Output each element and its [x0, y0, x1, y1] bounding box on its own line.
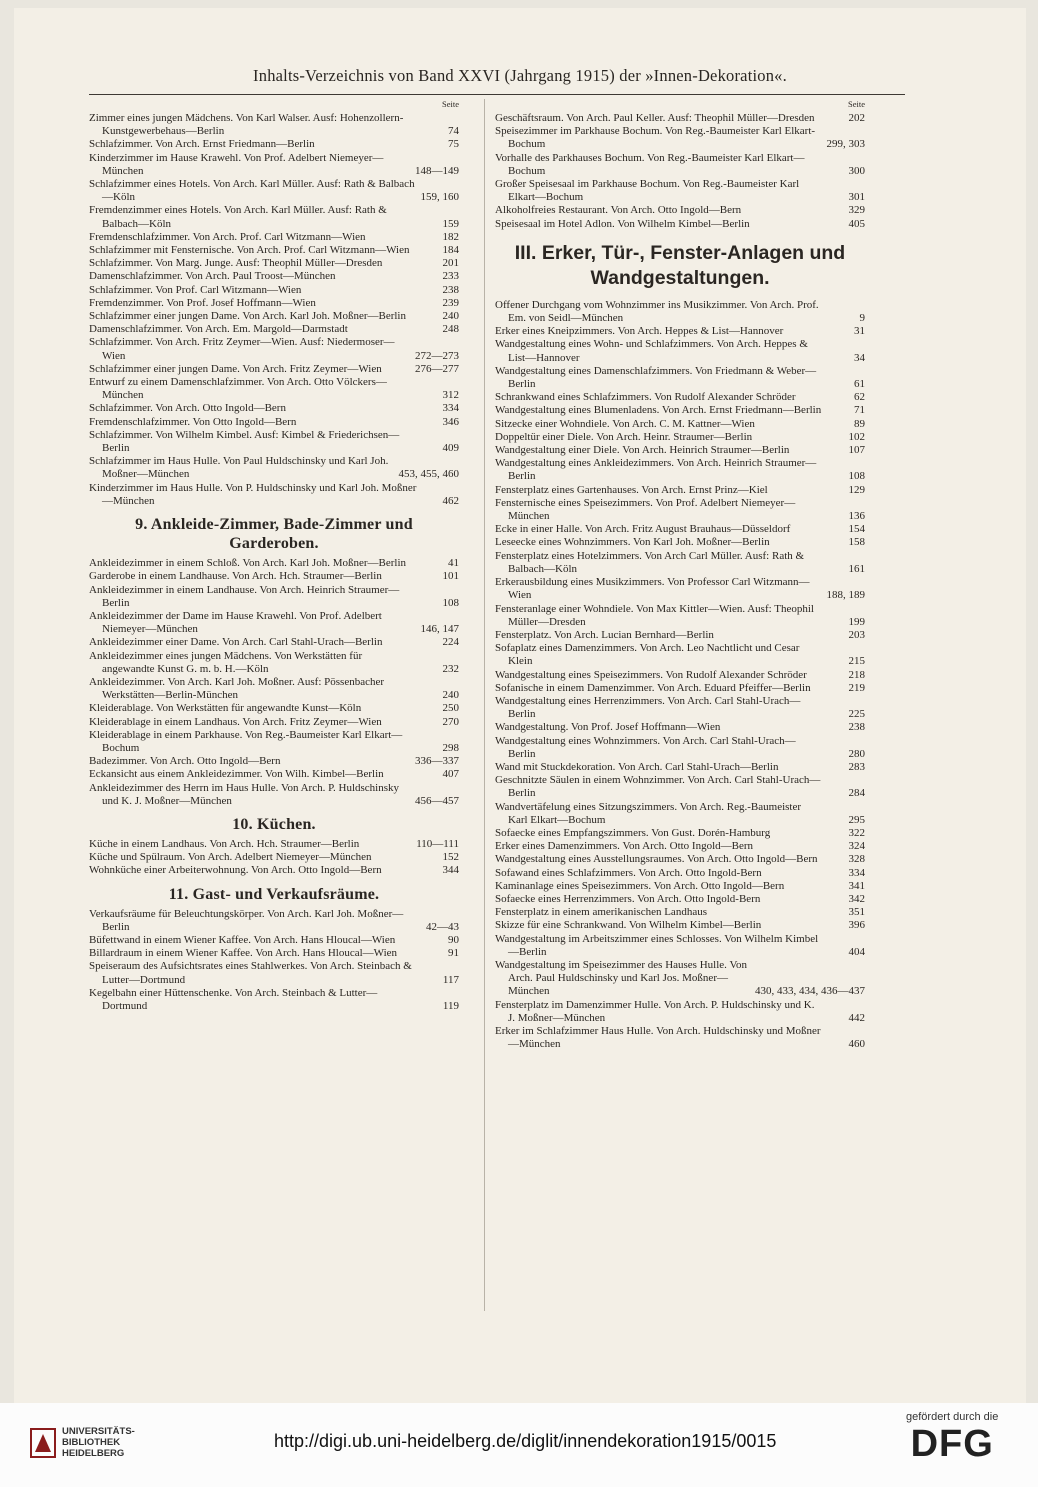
toc-entry-page: 108 — [442, 596, 459, 609]
toc-entry — [89, 138, 459, 151]
toc-entry — [495, 391, 865, 404]
toc-entry — [89, 947, 459, 960]
toc-entry — [495, 933, 865, 959]
toc-entry-title: Schrankwand eines Schlafzimmers. Von Rudolf Alexander Schröder — [495, 391, 796, 404]
section-11-heading: 11. Gast- und Verkaufsräume. — [168, 885, 380, 903]
toc-entry — [495, 867, 865, 880]
toc-entry-page: 62 — [854, 391, 865, 404]
toc-entry-title: Badezimmer. Von Arch. Otto Ingold—Bern — [89, 755, 281, 768]
toc-entry-page: 342 — [848, 892, 865, 905]
toc-entry — [89, 768, 459, 781]
toc-entry-title: Sitzecke einer Wohndiele. Von Arch. C. M. Kattner—Wien — [495, 417, 755, 430]
toc-entry — [89, 363, 459, 376]
footer-bar — [0, 1403, 1038, 1487]
toc-entry-page: 404 — [848, 945, 865, 958]
toc-entry — [495, 418, 865, 431]
toc-entry — [89, 610, 459, 636]
seite-label-left: Seite — [442, 99, 459, 109]
toc-entry-title: Damenschlafzimmer. Von Arch. Paul Troost—München — [89, 270, 336, 283]
toc-entry — [89, 270, 459, 283]
toc-entry-page: 101 — [442, 570, 459, 583]
toc-entry — [495, 152, 865, 178]
toc-entry — [89, 702, 459, 715]
toc-entry-page: 159 — [442, 217, 459, 230]
toc-entry-page: 152 — [442, 851, 459, 864]
toc-entry — [89, 584, 459, 610]
toc-entry-page: 284 — [848, 787, 865, 800]
toc-entry-page: 154 — [848, 523, 865, 536]
toc-entry-title: Schlafzimmer eines Hotels. Von Arch. Karl Müller. Ausf: Rath & Balbach—Köln — [89, 178, 415, 204]
toc-entry-page: 248 — [442, 323, 459, 336]
toc-entry-title: Erker im Schlafzimmer Haus Hulle. Von Arch. Huldschinsky und Moßner—München — [495, 1025, 821, 1051]
toc-entry — [89, 231, 459, 244]
toc-entry-title: Geschnitzte Säulen in einem Wohnzimmer. Von Arch. Carl Stahl-Urach—Berlin — [495, 774, 821, 800]
toc-entry-page: 225 — [848, 708, 865, 721]
toc-entry-title: Billardraum in einem Wiener Kaffee. Von Arch. Hans Hloucal—Wien — [89, 947, 398, 960]
toc-entry — [495, 404, 865, 417]
seite-label-right: Seite — [848, 99, 865, 109]
toc-entry-page: 161 — [848, 562, 865, 575]
toc-entry — [495, 959, 865, 999]
section-10-entries — [89, 838, 459, 878]
toc-entry-page: 215 — [848, 655, 865, 668]
toc-entry — [495, 1025, 865, 1051]
toc-entry-title: Ankleidezimmer einer Dame. Von Arch. Carl Stahl-Urach—Berlin — [89, 636, 383, 649]
right-top-entries — [495, 112, 865, 231]
toc-entry-title: Wohnküche einer Arbeiterwohnung. Von Arch. Otto Ingold—Bern — [89, 864, 382, 877]
toc-entry — [89, 112, 459, 138]
toc-entry — [495, 919, 865, 932]
toc-entry-page: 442 — [848, 1011, 865, 1024]
toc-entry — [89, 376, 459, 402]
toc-entry — [89, 178, 459, 204]
toc-entry-page: 409 — [442, 442, 459, 455]
toc-entry-title: Garderobe in einem Landhause. Von Arch. Hch. Straumer—Berlin — [89, 570, 382, 583]
toc-entry — [89, 257, 459, 270]
toc-entry — [89, 402, 459, 415]
toc-entry-page: 344 — [442, 864, 459, 877]
toc-entry-page: 430, 433, 434, 436—437 — [755, 985, 865, 998]
toc-entry-page: 396 — [848, 919, 865, 932]
toc-entry-page: 117 — [442, 973, 459, 986]
toc-entry-page: 312 — [442, 389, 459, 402]
toc-entry-page: 182 — [442, 230, 459, 243]
toc-entry-page: 102 — [848, 430, 865, 443]
toc-entry-title: Fensterplatz eines Hotelzimmers. Von Arch Carl Müller. Ausf: Rath & Balbach—Köln — [495, 549, 805, 575]
toc-entry — [89, 204, 459, 230]
toc-entry — [495, 695, 865, 721]
toc-entry-page: 346 — [442, 415, 459, 428]
toc-entry — [495, 218, 865, 231]
toc-entry — [495, 853, 865, 866]
toc-entry-page: 110—111 — [416, 837, 459, 850]
toc-entry-title: Offener Durchgang vom Wohnzimmer ins Musikzimmer. Von Arch. Prof. Em. von Seidl—München — [495, 298, 819, 325]
toc-entry-title: Ankleidezimmer der Dame im Hause Krawehl. Von Prof. Adelbert Niemeyer—München — [89, 609, 382, 636]
toc-entry-title: Ankleidezimmer des Herrn im Haus Hulle. Von Arch. P. Huldschinsky und K. J. Moßner—München — [89, 781, 399, 807]
library-logo-text: UNIVERSITÄTS- BIBLIOTHEK HEIDELBERG — [62, 1426, 135, 1459]
toc-entry-title: Kleiderablage in einem Parkhause. Von Reg.-Baumeister Karl Elkart—Bochum — [89, 728, 403, 754]
toc-entry-page: 136 — [848, 510, 865, 523]
toc-entry-page: 129 — [848, 483, 865, 496]
toc-entry — [89, 650, 459, 676]
toc-entry — [495, 999, 865, 1025]
toc-entry-page: 334 — [442, 402, 459, 415]
toc-entry-page: 158 — [848, 536, 865, 549]
toc-entry — [495, 880, 865, 893]
toc-entry-page: 453, 455, 460 — [398, 468, 459, 481]
toc-entry-title: Fremdenzimmer. Von Prof. Josef Hoffmann—Wien — [89, 296, 316, 309]
toc-entry-title: Wandgestaltung eines Speisezimmers. Von Rudolf Alexander Schröder — [495, 668, 807, 681]
toc-entry-page: 202 — [848, 112, 865, 124]
toc-entry-page: 407 — [442, 768, 459, 781]
toc-entry-page: 107 — [848, 444, 865, 457]
toc-entry-title: Schlafzimmer. Von Arch. Otto Ingold—Bern — [89, 402, 286, 415]
toc-entry-title: Fensteranlage einer Wohndiele. Von Max Kittler—Wien. Ausf: Theophil Müller—Dresden — [495, 602, 814, 628]
toc-entry — [89, 838, 459, 851]
toc-entry-page: 280 — [848, 747, 865, 760]
header-rule — [89, 94, 905, 95]
toc-entry — [89, 716, 459, 729]
toc-entry — [495, 735, 865, 761]
toc-entry-title: Erker eines Kneipzimmers. Von Arch. Heppes & List—Hannover — [495, 325, 784, 338]
toc-entry — [495, 204, 865, 217]
toc-entry-title: Sofaecke eines Herrenzimmers. Von Arch. Otto Ingold-Bern — [495, 892, 761, 905]
toc-entry-title: Küche und Spülraum. Von Arch. Adelbert Niemeyer—München — [89, 851, 372, 864]
toc-entry-page: 272—273 — [415, 349, 459, 362]
toc-entry — [495, 761, 865, 774]
toc-entry — [89, 676, 459, 702]
toc-entry-title: Fensterplatz. Von Arch. Lucian Bernhard—Berlin — [495, 628, 714, 641]
toc-entry-title: Kinderzimmer im Hause Krawehl. Von Prof. Adelbert Niemeyer—München — [89, 151, 384, 177]
toc-entry — [89, 987, 459, 1013]
toc-entry — [495, 325, 865, 338]
toc-entry-title: Fensternische eines Speisezimmers. Von Prof. Adelbert Niemeyer—München — [495, 496, 796, 523]
toc-entry — [495, 801, 865, 827]
toc-entry-title: Schlafzimmer einer jungen Dame. Von Arch. Karl Joh. Moßner—Berlin — [89, 310, 406, 323]
toc-entry-title: Entwurf zu einem Damenschlafzimmer. Von Arch. Otto Völckers—München — [89, 376, 387, 402]
section-11-entries — [89, 908, 459, 1014]
toc-entry — [89, 244, 459, 257]
toc-entry-title: Wandvertäfelung eines Sitzungszimmers. Von Arch. Reg.-Baumeister Karl Elkart—Bochum — [495, 800, 802, 826]
toc-entry — [495, 178, 865, 204]
toc-entry-page: 295 — [848, 813, 865, 826]
toc-entry-page: 462 — [442, 494, 459, 507]
toc-entry-page: 336—337 — [415, 755, 459, 768]
toc-entry-page: 322 — [848, 826, 865, 839]
toc-entry-page: 341 — [848, 879, 865, 892]
column-divider — [484, 99, 485, 1311]
toc-entry — [89, 557, 459, 570]
toc-entry-page: 299, 303 — [826, 138, 865, 151]
toc-entry-page: 41 — [448, 557, 459, 570]
toc-entry-page: 108 — [848, 470, 865, 483]
toc-entry — [89, 310, 459, 323]
section-9-heading: 9. Ankleide-Zimmer, Bade-Zimmer und Garderoben. — [135, 516, 413, 553]
toc-entry-page: 334 — [848, 866, 865, 879]
toc-entry-page: 218 — [848, 668, 865, 681]
toc-entry-title: Fremdenschlafzimmer. Von Arch. Prof. Carl Witzmann—Wien — [89, 230, 366, 243]
toc-entry — [89, 851, 459, 864]
toc-entry-page: 89 — [854, 417, 865, 430]
toc-entry — [89, 429, 459, 455]
toc-entry-page: 233 — [442, 270, 459, 283]
toc-entry-title: Wandgestaltung im Speisezimmer des Hauses Hulle. Von Arch. Paul Huldschinsky und Karl Jos. Moßner—München — [495, 958, 747, 998]
toc-entry-page: 201 — [442, 257, 459, 270]
toc-entry-title: Fensterplatz eines Gartenhauses. Von Arch. Ernst Prinz—Kiel — [495, 483, 768, 496]
section-3-entries — [495, 299, 865, 1052]
toc-entry-title: Fensterplatz in einem amerikanischen Landhaus — [495, 906, 707, 919]
toc-entry — [495, 457, 865, 483]
toc-entry-page: 146, 147 — [420, 623, 459, 636]
toc-entry — [495, 840, 865, 853]
toc-entry-title: Schlafzimmer. Von Prof. Carl Witzmann—Wien — [89, 283, 302, 296]
toc-entry-page: 301 — [848, 191, 865, 204]
toc-entry-page: 42—43 — [426, 920, 459, 933]
toc-entry — [495, 125, 865, 151]
toc-entry-page: 239 — [442, 296, 459, 309]
toc-entry-page: 184 — [442, 244, 459, 257]
toc-entry — [89, 864, 459, 877]
toc-entry-title: Sofawand eines Schlafzimmers. Von Arch. Otto Ingold-Bern — [495, 866, 762, 879]
section-3-heading: III. Erker, Tür-, Fenster-Anlagen und Wandgestaltungen. — [514, 241, 846, 289]
toc-entry-title: Wandgestaltung eines Blumenladens. Von Arch. Ernst Friedmann—Berlin — [495, 404, 822, 417]
toc-entry-title: Büfettwand in einem Wiener Kaffee. Von Arch. Hans Hloucal—Wien — [89, 933, 396, 946]
library-seal-icon — [30, 1428, 56, 1458]
toc-entry-title: Kaminanlage eines Speisezimmers. Von Arch. Otto Ingold—Bern — [495, 879, 785, 892]
toc-entry — [89, 416, 459, 429]
toc-entry-title: Speisezimmer im Parkhause Bochum. Von Reg.-Baumeister Karl Elkart-Bochum — [495, 125, 816, 151]
toc-entry — [495, 682, 865, 695]
toc-entry — [89, 323, 459, 336]
toc-entry-title: Zimmer eines jungen Mädchens. Von Karl Walser. Ausf: Hohenzollern-Kunstgewerbehaus—Berlin — [89, 112, 404, 138]
toc-entry-page: 270 — [442, 715, 459, 728]
toc-entry-title: Wandgestaltung eines Ankleidezimmers. Von Arch. Heinrich Straumer—Berlin — [495, 457, 817, 483]
toc-entry — [89, 570, 459, 583]
toc-entry-page: 159, 160 — [420, 191, 459, 204]
toc-entry-page: 61 — [854, 378, 865, 391]
toc-entry-title: Ecke in einer Halle. Von Arch. Fritz August Brauhaus—Düsseldorf — [495, 523, 791, 536]
toc-entry-page: 203 — [848, 628, 865, 641]
toc-entry-page: 91 — [448, 947, 459, 960]
toc-entry — [495, 669, 865, 682]
toc-entry-page: 148—149 — [415, 164, 459, 177]
toc-entry — [495, 603, 865, 629]
toc-entry-page: 188, 189 — [826, 589, 865, 602]
toc-entry — [89, 297, 459, 310]
toc-entry-title: Kegelbahn einer Hüttenschenke. Von Arch. Steinbach & Lutter—Dortmund — [89, 986, 378, 1012]
toc-entry-title: Großer Speisesaal im Parkhause Bochum. Von Reg.-Baumeister Karl Elkart—Bochum — [495, 178, 800, 204]
toc-entry-title: Fremdenzimmer eines Hotels. Von Arch. Karl Müller. Ausf: Rath & Balbach—Köln — [89, 204, 387, 230]
toc-entry-title: Schlafzimmer. Von Marg. Junge. Ausf: Theophil Müller—Dresden — [89, 257, 383, 270]
toc-entry-title: Sofaplatz eines Damenzimmers. Von Arch. Leo Nachtlicht und Cesar Klein — [495, 642, 800, 668]
toc-entry-title: Schlafzimmer. Von Arch. Fritz Zeymer—Wien. Ausf: Niedermoser—Wien — [89, 336, 395, 362]
toc-entry-title: Fensterplatz im Damenzimmer Hulle. Von Arch. P. Huldschinsky und K. J. Moßner—München — [495, 998, 815, 1024]
toc-entry — [495, 112, 865, 125]
toc-entry-page: 328 — [848, 853, 865, 866]
toc-entry — [89, 152, 459, 178]
toc-entry-title: Wandgestaltung eines Wohnzimmers. Von Arch. Carl Stahl-Urach—Berlin — [495, 734, 796, 760]
toc-entry — [495, 338, 865, 364]
toc-entry — [495, 365, 865, 391]
toc-entry-page: 300 — [848, 164, 865, 177]
toc-entry-page: 224 — [442, 636, 459, 649]
toc-entry — [89, 960, 459, 986]
toc-entry-title: Speiseraum des Aufsichtsrates eines Stahlwerkes. Von Arch. Steinbach & Lutter—Dortmund — [89, 960, 412, 986]
toc-entry-page: 31 — [854, 325, 865, 338]
library-logo[interactable] — [30, 1426, 135, 1459]
toc-entry-title: Ankleidezimmer. Von Arch. Karl Joh. Moßner. Ausf: Pössenbacher Werkstätten—Berlin-München — [89, 675, 385, 702]
toc-entry-title: Wandgestaltung eines Ausstellungsraumes. Von Arch. Otto Ingold—Bern — [495, 853, 818, 866]
toc-entry-page: 219 — [848, 681, 865, 694]
dfg-logo[interactable] — [906, 1411, 998, 1465]
toc-entry-title: Vorhalle des Parkhauses Bochum. Von Reg.-Baumeister Karl Elkart—Bochum — [495, 151, 805, 177]
toc-entry-page: 329 — [848, 204, 865, 217]
toc-entry-title: Erkerausbildung eines Musikzimmers. Von Professor Carl Witzmann—Wien — [495, 576, 810, 602]
dfg-logo-text: DFG — [910, 1423, 994, 1465]
toc-entry-page: 240 — [442, 689, 459, 702]
toc-entry — [89, 636, 459, 649]
toc-entry — [89, 908, 459, 934]
toc-entry-title: Kinderzimmer im Haus Hulle. Von P. Huldschinsky und Karl Joh. Moßner—München — [89, 481, 417, 507]
section-9-entries — [89, 557, 459, 808]
scanned-page — [14, 8, 1026, 1403]
toc-entry — [495, 642, 865, 668]
toc-entry — [89, 755, 459, 768]
toc-entry-title: Küche in einem Landhaus. Von Arch. Hch. Straumer—Berlin — [89, 837, 360, 850]
sponsor-text: gefördert durch die — [906, 1411, 999, 1423]
toc-entry-title: Ankleidezimmer in einem Landhause. Von Arch. Heinrich Straumer—Berlin — [89, 583, 400, 609]
toc-entry — [495, 523, 865, 536]
toc-entry-title: Wandgestaltung einer Diele. Von Arch. Heinrich Straumer—Berlin — [495, 444, 790, 457]
toc-entry-page: 405 — [848, 217, 865, 230]
toc-entry-title: Sofaecke eines Empfangszimmers. Von Gust. Dorén-Hamburg — [495, 826, 771, 839]
toc-entry-page: 90 — [448, 933, 459, 946]
toc-entry-page: 74 — [448, 125, 459, 138]
toc-entry-title: Eckansicht aus einem Ankleidezimmer. Von Wilh. Kimbel—Berlin — [89, 768, 384, 781]
toc-entry — [495, 497, 865, 523]
toc-entry-page: 283 — [848, 760, 865, 773]
toc-entry — [495, 484, 865, 497]
toc-entry-title: Wandgestaltung im Arbeitszimmer eines Schlosses. Von Wilhelm Kimbel—Berlin — [495, 932, 819, 958]
toc-entry-page: 324 — [848, 840, 865, 853]
toc-entry-page: 250 — [442, 702, 459, 715]
toc-entry-page: 119 — [442, 999, 459, 1012]
toc-entry — [495, 444, 865, 457]
toc-entry-title: Erker eines Damenzimmers. Von Arch. Otto Ingold—Bern — [495, 840, 754, 853]
toc-entry-title: Wandgestaltung eines Damenschlafzimmers. Von Friedmann & Weber—Berlin — [495, 364, 817, 391]
toc-entry-title: Wandgestaltung eines Wohn- und Schlafzimmers. Von Arch. Heppes & List—Hannover — [495, 338, 808, 364]
toc-entry-page: 9 — [859, 312, 865, 325]
toc-entry-title: Geschäftsraum. Von Arch. Paul Keller. Ausf: Theophil Müller—Dresden — [495, 112, 815, 124]
toc-entry-title: Wand mit Stuckdekoration. Von Arch. Carl Stahl-Urach—Berlin — [495, 760, 779, 773]
toc-entry-title: Verkaufsräume für Beleuchtungskörper. Von Arch. Karl Joh. Moßner—Berlin — [89, 907, 404, 933]
toc-entry-page: 232 — [442, 662, 459, 675]
toc-entry-page: 240 — [442, 310, 459, 323]
toc-entry — [89, 482, 459, 508]
toc-entry — [495, 774, 865, 800]
toc-entry-title: Fremdenschlafzimmer. Von Otto Ingold—Bern — [89, 415, 297, 428]
toc-entry — [495, 576, 865, 602]
toc-entry-title: Damenschlafzimmer. Von Arch. Em. Margold—Darmstadt — [89, 323, 348, 336]
toc-entry — [495, 431, 865, 444]
toc-entry — [89, 284, 459, 297]
toc-entry — [495, 629, 865, 642]
toc-entry-page: 71 — [854, 404, 865, 417]
toc-entry — [89, 782, 459, 808]
toc-entry-title: Leseecke eines Wohnzimmers. Von Karl Joh. Moßner—Berlin — [495, 536, 770, 549]
toc-entry-title: Schlafzimmer einer jungen Dame. Von Arch. Fritz Zeymer—Wien — [89, 362, 382, 375]
toc-entry-title: Alkoholfreies Restaurant. Von Arch. Otto Ingold—Bern — [495, 204, 742, 217]
toc-entry-title: Wandgestaltung. Von Prof. Josef Hoffmann—Wien — [495, 721, 721, 734]
toc-entry-title: Schlafzimmer. Von Wilhelm Kimbel. Ausf: Kimbel & Friederichsen—Berlin — [89, 428, 400, 455]
toc-entry — [495, 827, 865, 840]
toc-entry-title: Schlafzimmer im Haus Hulle. Von Paul Huldschinsky und Karl Joh. Moßner—München — [89, 455, 389, 481]
toc-entry-page: 238 — [848, 721, 865, 734]
toc-entry — [89, 934, 459, 947]
toc-entry — [89, 336, 459, 362]
section-10-heading: 10. Küchen. — [232, 815, 316, 833]
toc-entry-page: 75 — [448, 138, 459, 151]
toc-entry-title: Sofanische in einem Damenzimmer. Von Arch. Eduard Pfeiffer—Berlin — [495, 681, 811, 694]
toc-entry-page: 298 — [442, 741, 459, 754]
toc-entry-title: Skizze für eine Schrankwand. Von Wilhelm Kimbel—Berlin — [495, 919, 762, 932]
toc-entry-title: Ankleidezimmer in einem Schloß. Von Arch. Karl Joh. Moßner—Berlin — [89, 557, 407, 570]
toc-entry — [495, 536, 865, 549]
left-column — [89, 99, 459, 1013]
toc-entry-title: Schlafzimmer. Von Arch. Ernst Friedmann—Berlin — [89, 138, 315, 151]
toc-entry-page: 460 — [848, 1038, 865, 1051]
toc-entry-page: 199 — [848, 615, 865, 628]
toc-entry — [495, 721, 865, 734]
toc-entry-page: 456—457 — [415, 794, 459, 807]
toc-entry — [89, 455, 459, 481]
toc-entry-title: Schlafzimmer mit Fensternische. Von Arch. Prof. Carl Witzmann—Wien — [89, 244, 410, 257]
toc-entry — [89, 729, 459, 755]
toc-entry-title: Kleiderablage. Von Werkstätten für angewandte Kunst—Köln — [89, 702, 362, 715]
toc-entry — [495, 893, 865, 906]
toc-entry-title: Wandgestaltung eines Herrenzimmers. Von Arch. Carl Stahl-Urach—Berlin — [495, 694, 801, 721]
page-header: Inhalts-Verzeichnis von Band XXVI (Jahrgang 1915) der »Innen-Dekoration«. — [253, 66, 787, 85]
source-url-link[interactable]: http://digi.ub.uni-heidelberg.de/diglit/innendekoration1915/0015 — [274, 1431, 777, 1451]
toc-entry — [495, 299, 865, 325]
left-entries — [89, 112, 459, 508]
toc-entry-title: Speisesaal im Hotel Adlon. Von Wilhelm Kimbel—Berlin — [495, 217, 750, 230]
toc-entry-page: 276—277 — [415, 362, 459, 375]
toc-entry — [495, 906, 865, 919]
toc-entry — [495, 550, 865, 576]
toc-entry-title: Ankleidezimmer eines jungen Mädchens. Von Werkstätten für angewandte Kunst G. m. b. H.—Köln — [89, 649, 363, 675]
right-column — [495, 99, 865, 1051]
toc-entry-title: Kleiderablage in einem Landhaus. Von Arch. Fritz Zeymer—Wien — [89, 715, 382, 728]
toc-entry-title: Doppeltür einer Diele. Von Arch. Heinr. Straumer—Berlin — [495, 430, 753, 443]
toc-entry-page: 34 — [854, 351, 865, 364]
toc-entry-page: 351 — [848, 906, 865, 919]
toc-entry-page: 238 — [442, 283, 459, 296]
